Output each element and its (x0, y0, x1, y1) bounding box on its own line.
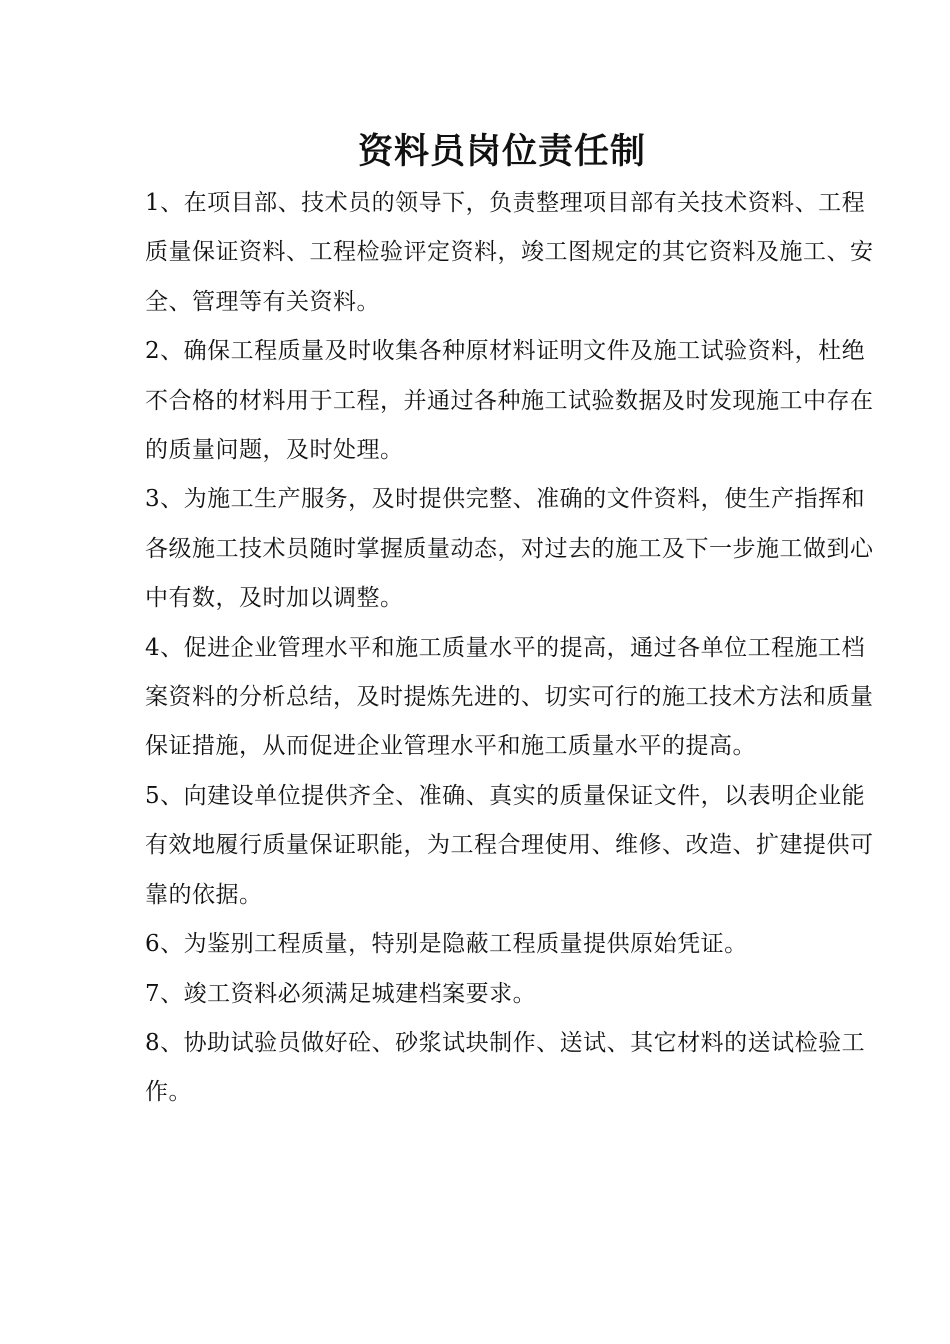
paragraph-1: 1、在项目部、技术员的领导下，负责整理项目部有关技术资料、工程质量保证资料、工程检验评定资料，竣工图规定的其它资料及施工、安全、管理等有关资料。 (145, 190, 874, 315)
paragraph-5: 5、向建设单位提供齐全、准确、真实的质量保证文件，以表明企业能有效地履行质量保证职能，为工程合理使用、维修、改造、扩建提供可靠的依据。 (145, 782, 874, 908)
paragraph-6: 6、为鉴别工程质量，特别是隐蔽工程质量提供原始凭证。 (145, 931, 748, 958)
paragraph-4: 4、促进企业管理水平和施工质量水平的提高，通过各单位工程施工档案资料的分析总结，及时提炼先进的、切实可行的施工技术方法和质量保证措施，从而促进企业管理水平和施工质量水平的提高。 (145, 634, 874, 760)
paragraph-2: 2、确保工程质量及时收集各种原材料证明文件及施工试验资料，杜绝不合格的材料用于工程，并通过各种施工试验数据及时发现施工中存在的质量问题，及时处理。 (145, 338, 874, 464)
document-title: 资料员岗位责任制 (357, 131, 646, 172)
paragraph-8: 8、协助试验员做好砼、砂浆试块制作、送试、其它材料的送试检验工作。 (145, 1029, 866, 1106)
paragraph-7: 7、竣工资料必须满足城建档案要求。 (145, 980, 537, 1007)
paragraph-3: 3、为施工生产服务，及时提供完整、准确的文件资料，使生产指挥和各级施工技术员随时掌握质量动态，对过去的施工及下一步施工做到心中有数，及时加以调整。 (145, 486, 874, 612)
document-body (145, 179, 880, 1118)
